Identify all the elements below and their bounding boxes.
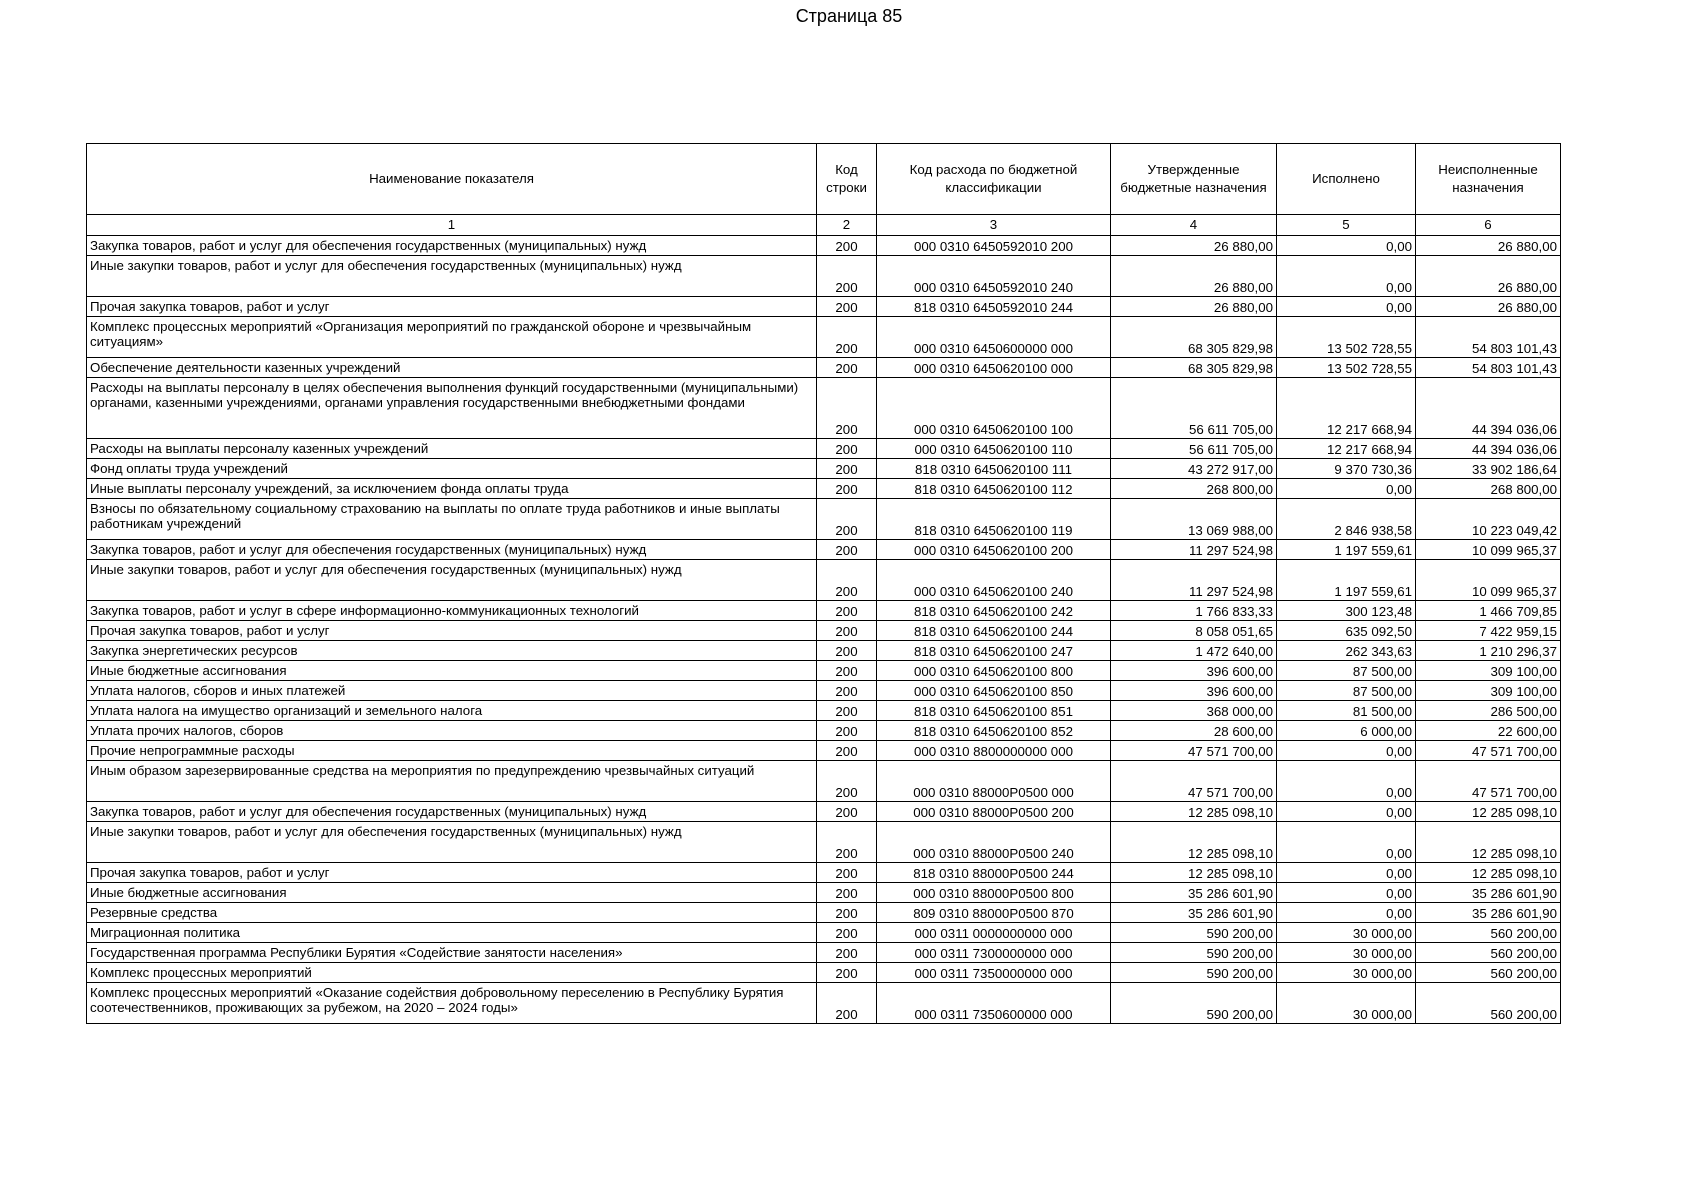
cell-row-code: 200	[817, 641, 877, 661]
cell-indicator-name: Взносы по обязательному социальному страхованию на выплаты по оплате труда работников и иные выплаты работникам учреждений	[87, 499, 817, 540]
cell-row-code: 200	[817, 621, 877, 641]
cell-budget-code: 000 0310 6450620100 000	[877, 358, 1111, 378]
cell-row-code: 200	[817, 378, 877, 439]
cell-approved: 590 200,00	[1111, 963, 1277, 983]
table-row	[87, 721, 1561, 741]
cell-budget-code: 000 0310 88000P0500 200	[877, 802, 1111, 822]
cell-approved: 590 200,00	[1111, 943, 1277, 963]
cell-approved: 12 285 098,10	[1111, 822, 1277, 863]
cell-unexecuted: 26 880,00	[1416, 256, 1561, 297]
cell-budget-code: 000 0310 6450620100 850	[877, 681, 1111, 701]
cell-unexecuted: 1 210 296,37	[1416, 641, 1561, 661]
cell-indicator-name: Уплата налога на имущество организаций и земельного налога	[87, 701, 817, 721]
cell-row-code: 200	[817, 358, 877, 378]
column-number: 6	[1416, 215, 1561, 236]
cell-budget-code: 000 0310 6450620100 100	[877, 378, 1111, 439]
cell-budget-code: 000 0310 6450620100 240	[877, 560, 1111, 601]
cell-approved: 11 297 524,98	[1111, 560, 1277, 601]
cell-row-code: 200	[817, 439, 877, 459]
cell-executed: 13 502 728,55	[1277, 358, 1416, 378]
cell-row-code: 200	[817, 297, 877, 317]
cell-approved: 13 069 988,00	[1111, 499, 1277, 540]
cell-indicator-name: Комплекс процессных мероприятий «Организация мероприятий по гражданской обороне и чрезвычайным ситуациям»	[87, 317, 817, 358]
cell-unexecuted: 309 100,00	[1416, 661, 1561, 681]
cell-indicator-name: Иные закупки товаров, работ и услуг для обеспечения государственных (муниципальных) нужд	[87, 822, 817, 863]
cell-indicator-name: Закупка товаров, работ и услуг для обеспечения государственных (муниципальных) нужд	[87, 802, 817, 822]
cell-indicator-name: Расходы на выплаты персоналу казенных учреждений	[87, 439, 817, 459]
table-header-row	[87, 144, 1561, 215]
cell-row-code: 200	[817, 601, 877, 621]
cell-row-code: 200	[817, 236, 877, 256]
table-row	[87, 741, 1561, 761]
cell-indicator-name: Закупка товаров, работ и услуг в сфере информационно-коммуникационных технологий	[87, 601, 817, 621]
cell-budget-code: 000 0311 7350600000 000	[877, 983, 1111, 1024]
table-row	[87, 297, 1561, 317]
table-row	[87, 358, 1561, 378]
column-number-row	[87, 215, 1561, 236]
cell-executed: 0,00	[1277, 761, 1416, 802]
cell-unexecuted: 47 571 700,00	[1416, 741, 1561, 761]
table-row	[87, 903, 1561, 923]
cell-unexecuted: 33 902 186,64	[1416, 459, 1561, 479]
cell-unexecuted: 560 200,00	[1416, 983, 1561, 1024]
cell-unexecuted: 12 285 098,10	[1416, 863, 1561, 883]
table-row	[87, 317, 1561, 358]
cell-executed: 0,00	[1277, 741, 1416, 761]
cell-unexecuted: 54 803 101,43	[1416, 358, 1561, 378]
cell-executed: 6 000,00	[1277, 721, 1416, 741]
cell-executed: 0,00	[1277, 479, 1416, 499]
cell-approved: 11 297 524,98	[1111, 540, 1277, 560]
cell-executed: 87 500,00	[1277, 681, 1416, 701]
cell-executed: 0,00	[1277, 297, 1416, 317]
cell-unexecuted: 44 394 036,06	[1416, 439, 1561, 459]
cell-budget-code: 818 0310 88000P0500 244	[877, 863, 1111, 883]
cell-row-code: 200	[817, 943, 877, 963]
cell-approved: 12 285 098,10	[1111, 863, 1277, 883]
cell-budget-code: 818 0310 6450620100 244	[877, 621, 1111, 641]
cell-row-code: 200	[817, 540, 877, 560]
cell-indicator-name: Прочие непрограммные расходы	[87, 741, 817, 761]
cell-indicator-name: Расходы на выплаты персоналу в целях обеспечения выполнения функций государственными (муниципальными) органами, казенными учреждениями, органами управления государственными внебюджетными фондами	[87, 378, 817, 439]
cell-executed: 262 343,63	[1277, 641, 1416, 661]
cell-indicator-name: Прочая закупка товаров, работ и услуг	[87, 863, 817, 883]
cell-budget-code: 000 0310 8800000000 000	[877, 741, 1111, 761]
page-title: Страница 85	[795, 6, 903, 26]
cell-approved: 1 766 833,33	[1111, 601, 1277, 621]
cell-row-code: 200	[817, 479, 877, 499]
cell-approved: 35 286 601,90	[1111, 903, 1277, 923]
table-row	[87, 540, 1561, 560]
cell-unexecuted: 12 285 098,10	[1416, 822, 1561, 863]
cell-budget-code: 000 0311 0000000000 000	[877, 923, 1111, 943]
cell-budget-code: 000 0310 6450620100 800	[877, 661, 1111, 681]
cell-unexecuted: 1 466 709,85	[1416, 601, 1561, 621]
cell-row-code: 200	[817, 983, 877, 1024]
cell-budget-code: 000 0310 6450600000 000	[877, 317, 1111, 358]
budget-execution-table	[86, 143, 1561, 1024]
cell-indicator-name: Иным образом зарезервированные средства на мероприятия по предупреждению чрезвычайных ситуаций	[87, 761, 817, 802]
cell-executed: 1 197 559,61	[1277, 560, 1416, 601]
cell-row-code: 200	[817, 560, 877, 601]
cell-approved: 28 600,00	[1111, 721, 1277, 741]
cell-executed: 9 370 730,36	[1277, 459, 1416, 479]
cell-approved: 26 880,00	[1111, 236, 1277, 256]
table-body	[87, 236, 1561, 1024]
cell-indicator-name: Иные бюджетные ассигнования	[87, 661, 817, 681]
cell-budget-code: 809 0310 88000P0500 870	[877, 903, 1111, 923]
header-budget-classification-code: Код расхода по бюджетной классификации	[877, 144, 1111, 215]
table-row	[87, 863, 1561, 883]
table-row	[87, 963, 1561, 983]
cell-executed: 1 197 559,61	[1277, 540, 1416, 560]
cell-approved: 396 600,00	[1111, 681, 1277, 701]
cell-row-code: 200	[817, 863, 877, 883]
cell-executed: 87 500,00	[1277, 661, 1416, 681]
cell-indicator-name: Обеспечение деятельности казенных учреждений	[87, 358, 817, 378]
cell-unexecuted: 12 285 098,10	[1416, 802, 1561, 822]
cell-approved: 590 200,00	[1111, 923, 1277, 943]
table-row	[87, 923, 1561, 943]
cell-unexecuted: 10 099 965,37	[1416, 560, 1561, 601]
cell-indicator-name: Миграционная политика	[87, 923, 817, 943]
cell-indicator-name: Прочая закупка товаров, работ и услуг	[87, 297, 817, 317]
cell-approved: 68 305 829,98	[1111, 317, 1277, 358]
cell-row-code: 200	[817, 681, 877, 701]
cell-budget-code: 000 0310 6450620100 200	[877, 540, 1111, 560]
table-row	[87, 499, 1561, 540]
cell-budget-code: 818 0310 6450620100 111	[877, 459, 1111, 479]
cell-budget-code: 818 0310 6450592010 244	[877, 297, 1111, 317]
cell-indicator-name: Закупка товаров, работ и услуг для обеспечения государственных (муниципальных) нужд	[87, 236, 817, 256]
cell-executed: 12 217 668,94	[1277, 378, 1416, 439]
cell-executed: 0,00	[1277, 903, 1416, 923]
cell-budget-code: 818 0310 6450620100 119	[877, 499, 1111, 540]
cell-row-code: 200	[817, 701, 877, 721]
cell-row-code: 200	[817, 761, 877, 802]
cell-executed: 30 000,00	[1277, 943, 1416, 963]
cell-row-code: 200	[817, 661, 877, 681]
cell-budget-code: 818 0310 6450620100 242	[877, 601, 1111, 621]
cell-executed: 0,00	[1277, 256, 1416, 297]
cell-executed: 81 500,00	[1277, 701, 1416, 721]
cell-row-code: 200	[817, 883, 877, 903]
cell-unexecuted: 35 286 601,90	[1416, 903, 1561, 923]
cell-indicator-name: Уплата прочих налогов, сборов	[87, 721, 817, 741]
cell-budget-code: 818 0310 6450620100 851	[877, 701, 1111, 721]
column-number: 2	[817, 215, 877, 236]
cell-unexecuted: 35 286 601,90	[1416, 883, 1561, 903]
cell-budget-code: 000 0310 88000P0500 000	[877, 761, 1111, 802]
cell-unexecuted: 268 800,00	[1416, 479, 1561, 499]
cell-row-code: 200	[817, 256, 877, 297]
cell-row-code: 200	[817, 499, 877, 540]
cell-approved: 590 200,00	[1111, 983, 1277, 1024]
table-row	[87, 701, 1561, 721]
table-row	[87, 378, 1561, 439]
header-approved-appropriations: Утвержденные бюджетные назначения	[1111, 144, 1277, 215]
column-number: 1	[87, 215, 817, 236]
cell-row-code: 200	[817, 721, 877, 741]
table-row	[87, 641, 1561, 661]
table-row	[87, 560, 1561, 601]
header-executed: Исполнено	[1277, 144, 1416, 215]
cell-executed: 30 000,00	[1277, 963, 1416, 983]
cell-unexecuted: 286 500,00	[1416, 701, 1561, 721]
cell-indicator-name: Комплекс процессных мероприятий	[87, 963, 817, 983]
cell-indicator-name: Иные закупки товаров, работ и услуг для обеспечения государственных (муниципальных) нужд	[87, 560, 817, 601]
table-row	[87, 439, 1561, 459]
cell-approved: 68 305 829,98	[1111, 358, 1277, 378]
table-row	[87, 621, 1561, 641]
cell-approved: 396 600,00	[1111, 661, 1277, 681]
cell-approved: 43 272 917,00	[1111, 459, 1277, 479]
cell-indicator-name: Иные закупки товаров, работ и услуг для обеспечения государственных (муниципальных) нужд	[87, 256, 817, 297]
cell-executed: 300 123,48	[1277, 601, 1416, 621]
cell-row-code: 200	[817, 741, 877, 761]
cell-approved: 47 571 700,00	[1111, 761, 1277, 802]
cell-approved: 47 571 700,00	[1111, 741, 1277, 761]
table-row	[87, 802, 1561, 822]
table-row	[87, 459, 1561, 479]
cell-approved: 368 000,00	[1111, 701, 1277, 721]
cell-indicator-name: Государственная программа Республики Бурятия «Содействие занятости населения»	[87, 943, 817, 963]
column-number: 3	[877, 215, 1111, 236]
cell-unexecuted: 560 200,00	[1416, 963, 1561, 983]
header-row-code: Код строки	[817, 144, 877, 215]
cell-budget-code: 000 0310 6450620100 110	[877, 439, 1111, 459]
cell-row-code: 200	[817, 459, 877, 479]
cell-budget-code: 000 0310 88000P0500 240	[877, 822, 1111, 863]
cell-approved: 26 880,00	[1111, 256, 1277, 297]
table-row	[87, 943, 1561, 963]
table-row	[87, 681, 1561, 701]
table-row	[87, 601, 1561, 621]
column-number: 4	[1111, 215, 1277, 236]
header-unexecuted-appropriations: Неисполненные назначения	[1416, 144, 1561, 215]
cell-row-code: 200	[817, 963, 877, 983]
cell-row-code: 200	[817, 822, 877, 863]
cell-unexecuted: 54 803 101,43	[1416, 317, 1561, 358]
header-indicator-name: Наименование показателя	[87, 144, 817, 215]
cell-approved: 1 472 640,00	[1111, 641, 1277, 661]
cell-executed: 12 217 668,94	[1277, 439, 1416, 459]
cell-row-code: 200	[817, 903, 877, 923]
cell-unexecuted: 26 880,00	[1416, 236, 1561, 256]
cell-approved: 35 286 601,90	[1111, 883, 1277, 903]
cell-unexecuted: 10 223 049,42	[1416, 499, 1561, 540]
cell-executed: 635 092,50	[1277, 621, 1416, 641]
table-row	[87, 479, 1561, 499]
cell-executed: 0,00	[1277, 822, 1416, 863]
cell-row-code: 200	[817, 317, 877, 358]
cell-unexecuted: 560 200,00	[1416, 943, 1561, 963]
table-row	[87, 256, 1561, 297]
cell-row-code: 200	[817, 802, 877, 822]
cell-approved: 8 058 051,65	[1111, 621, 1277, 641]
cell-unexecuted: 22 600,00	[1416, 721, 1561, 741]
table-row	[87, 822, 1561, 863]
cell-row-code: 200	[817, 923, 877, 943]
cell-budget-code: 818 0310 6450620100 852	[877, 721, 1111, 741]
cell-indicator-name: Закупка энергетических ресурсов	[87, 641, 817, 661]
cell-indicator-name: Закупка товаров, работ и услуг для обеспечения государственных (муниципальных) нужд	[87, 540, 817, 560]
cell-indicator-name: Уплата налогов, сборов и иных платежей	[87, 681, 817, 701]
table-row	[87, 883, 1561, 903]
cell-indicator-name: Иные выплаты персоналу учреждений, за исключением фонда оплаты труда	[87, 479, 817, 499]
cell-indicator-name: Фонд оплаты труда учреждений	[87, 459, 817, 479]
cell-approved: 26 880,00	[1111, 297, 1277, 317]
cell-unexecuted: 560 200,00	[1416, 923, 1561, 943]
cell-executed: 0,00	[1277, 802, 1416, 822]
cell-unexecuted: 7 422 959,15	[1416, 621, 1561, 641]
cell-approved: 56 611 705,00	[1111, 378, 1277, 439]
cell-approved: 12 285 098,10	[1111, 802, 1277, 822]
cell-budget-code: 000 0310 6450592010 240	[877, 256, 1111, 297]
cell-indicator-name: Резервные средства	[87, 903, 817, 923]
cell-budget-code: 818 0310 6450620100 247	[877, 641, 1111, 661]
cell-approved: 268 800,00	[1111, 479, 1277, 499]
cell-budget-code: 000 0310 6450592010 200	[877, 236, 1111, 256]
cell-unexecuted: 47 571 700,00	[1416, 761, 1561, 802]
cell-executed: 0,00	[1277, 236, 1416, 256]
cell-executed: 30 000,00	[1277, 983, 1416, 1024]
table-row	[87, 236, 1561, 256]
cell-indicator-name: Прочая закупка товаров, работ и услуг	[87, 621, 817, 641]
cell-unexecuted: 44 394 036,06	[1416, 378, 1561, 439]
cell-unexecuted: 10 099 965,37	[1416, 540, 1561, 560]
cell-budget-code: 000 0310 88000P0500 800	[877, 883, 1111, 903]
cell-unexecuted: 26 880,00	[1416, 297, 1561, 317]
cell-executed: 0,00	[1277, 863, 1416, 883]
cell-executed: 2 846 938,58	[1277, 499, 1416, 540]
cell-executed: 13 502 728,55	[1277, 317, 1416, 358]
cell-budget-code: 818 0310 6450620100 112	[877, 479, 1111, 499]
table-row	[87, 983, 1561, 1024]
cell-budget-code: 000 0311 7300000000 000	[877, 943, 1111, 963]
cell-executed: 30 000,00	[1277, 923, 1416, 943]
column-number: 5	[1277, 215, 1416, 236]
cell-approved: 56 611 705,00	[1111, 439, 1277, 459]
cell-indicator-name: Комплекс процессных мероприятий «Оказание содействия добровольному переселению в Республику Бурятия соотечественников, проживающих за рубежом, на 2020 – 2024 годы»	[87, 983, 817, 1024]
cell-indicator-name: Иные бюджетные ассигнования	[87, 883, 817, 903]
cell-budget-code: 000 0311 7350000000 000	[877, 963, 1111, 983]
cell-unexecuted: 309 100,00	[1416, 681, 1561, 701]
table-row	[87, 661, 1561, 681]
table-row	[87, 761, 1561, 802]
cell-executed: 0,00	[1277, 883, 1416, 903]
